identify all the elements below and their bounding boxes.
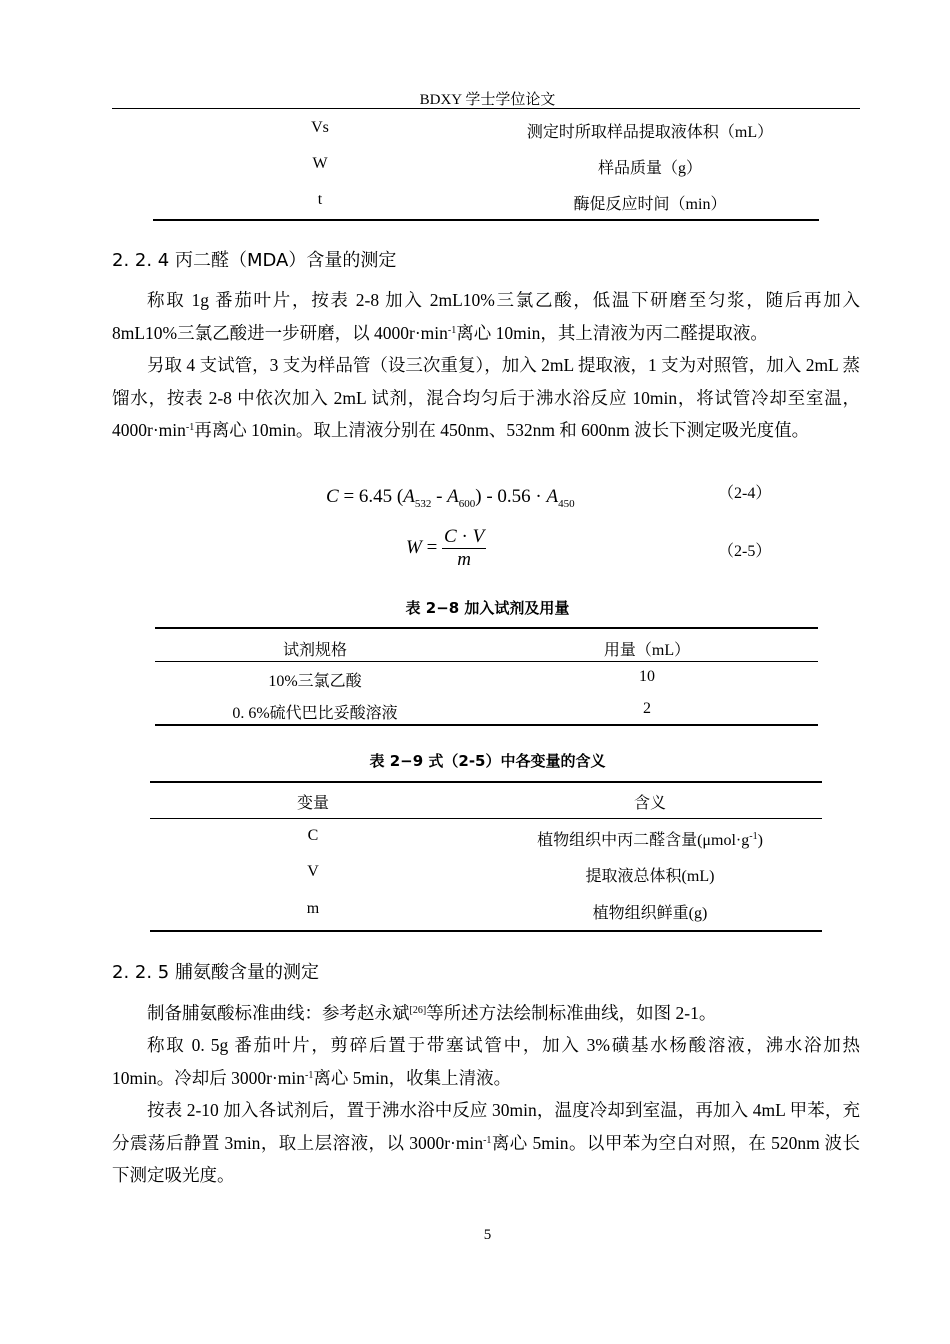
table-cell: 10%三氯乙酸 [268, 673, 362, 690]
para-text: 按表 2-10 加入各试剂后，置于沸水浴中反应 30min，温度冷却到室温，再加入 4mL 甲苯，充分震荡后静置 3min，取上层溶液，以 3000r·min [112, 1100, 860, 1153]
para-text: 制备脯氨酸标准曲线：参考赵永斌 [147, 1003, 410, 1023]
section-heading: 2. 2. 5 脯氨酸含量的测定 [112, 962, 319, 983]
table-bottom-rule [153, 219, 819, 221]
paragraph-standard-curve [112, 997, 860, 1030]
table-bottom-rule [150, 930, 822, 932]
table-cell-meaning [450, 827, 850, 850]
table-cell-var: V [307, 863, 319, 880]
table-top-rule [150, 781, 822, 783]
para-text: 离心 5min，收集上清液。 [313, 1067, 512, 1088]
table-header: 用量（mL） [603, 642, 691, 659]
table-header-rule [155, 661, 818, 662]
para-text: 称取 0. 5g 番茄叶片，剪碎后置于带塞试管中，加入 3%磺基水杨酸溶液，沸水浴加热 10min。冷却后 3000r·min [112, 1035, 860, 1088]
superscript: -1 [185, 422, 195, 433]
table-caption: 表 2−8 加入试剂及用量 [405, 599, 570, 617]
paragraph-mda-procedure [112, 349, 860, 447]
superscript: -1 [304, 1069, 314, 1081]
equation-2-5: W = $\frac{C \cdot V}{m}$ [406, 526, 485, 570]
table-cell-var: C [307, 827, 319, 844]
paragraph-mda-extraction [112, 284, 860, 349]
para-text: 离心 5min。以甲苯为空白对照，在 520nm 波长下测定吸光度。 [112, 1132, 860, 1185]
meaning-text: 植物组织中丙二醛含量(μmol·g [537, 832, 750, 849]
page-number: 5 [483, 1227, 492, 1243]
table-top-rule [155, 627, 818, 629]
para-text: 称取 1g 番茄叶片，按表 2-8 加入 2mL10%三氯乙酸，低温下研磨至匀浆，随后再加入 8mL10%三氯乙酸进一步研磨，以 4000r·min [112, 290, 860, 343]
table-header-rule [150, 818, 822, 819]
table-cell: 0. 6%硫代巴比妥酸溶液 [232, 705, 398, 722]
table-cell: 2 [643, 700, 651, 717]
table-cell: 10 [639, 668, 655, 685]
running-header: BDXY 学士学位论文 [419, 92, 556, 108]
para-text: 等所述方法绘制标准曲线，如图 2-1。 [426, 1003, 717, 1023]
table-header: 含义 [633, 795, 666, 812]
table-cell-var: Vs [311, 119, 329, 136]
table-cell-var: W [312, 155, 328, 172]
table-bottom-rule [155, 724, 818, 726]
table-header: 试剂规格 [282, 642, 347, 659]
superscript: -1 [749, 831, 758, 842]
equation-number: （2-5） [718, 543, 772, 560]
paragraph-proline-extraction [112, 1029, 860, 1094]
section-heading: 2. 2. 4 丙二醛（MDA）含量的测定 [112, 250, 397, 271]
superscript: -1 [447, 324, 457, 336]
meaning-tail: ) [757, 832, 763, 849]
citation-ref: [26] [409, 1005, 427, 1016]
equation-2-4: C = 6.45 $(A_{532} - A_{600}) - 0.56 \cdot A_{450}$ [326, 486, 575, 510]
para-text: 再离心 10min。取上清液分别在 450nm、532nm 和 600nm 波长下测定吸光度值。 [194, 420, 810, 440]
paragraph-proline-measurement [112, 1094, 860, 1192]
table-header: 变量 [296, 795, 329, 812]
header-rule [112, 108, 860, 109]
table-cell-meaning: 测定时所取样品提取液体积（mL） [526, 124, 774, 141]
para-text: 另取 4 支试管，3 支为样品管（设三次重复），加入 2mL 提取液，1 支为对照管，加入 2mL 蒸馏水，按表 2-8 中依次加入 2mL 试剂，混合均匀后于沸水浴反应 10min，将试管冷却至室温，4000r·min [112, 355, 860, 440]
equation-number: （2-4） [718, 485, 772, 502]
para-text: 离心 10min，其上清液为丙二醛提取液。 [456, 322, 768, 343]
table-cell-var: t [317, 191, 323, 208]
table-cell-meaning: 样品质量（g） [597, 160, 702, 177]
table-caption: 表 2−9 式（2-5）中各变量的含义 [369, 752, 606, 770]
table-cell-meaning: 提取液总体积(mL) [585, 868, 715, 885]
table-cell-var: m [306, 900, 320, 917]
table-cell-meaning: 酶促反应时间（min） [573, 196, 727, 213]
table-cell-meaning: 植物组织鲜重(g) [592, 905, 708, 922]
superscript: -1 [483, 1134, 492, 1146]
